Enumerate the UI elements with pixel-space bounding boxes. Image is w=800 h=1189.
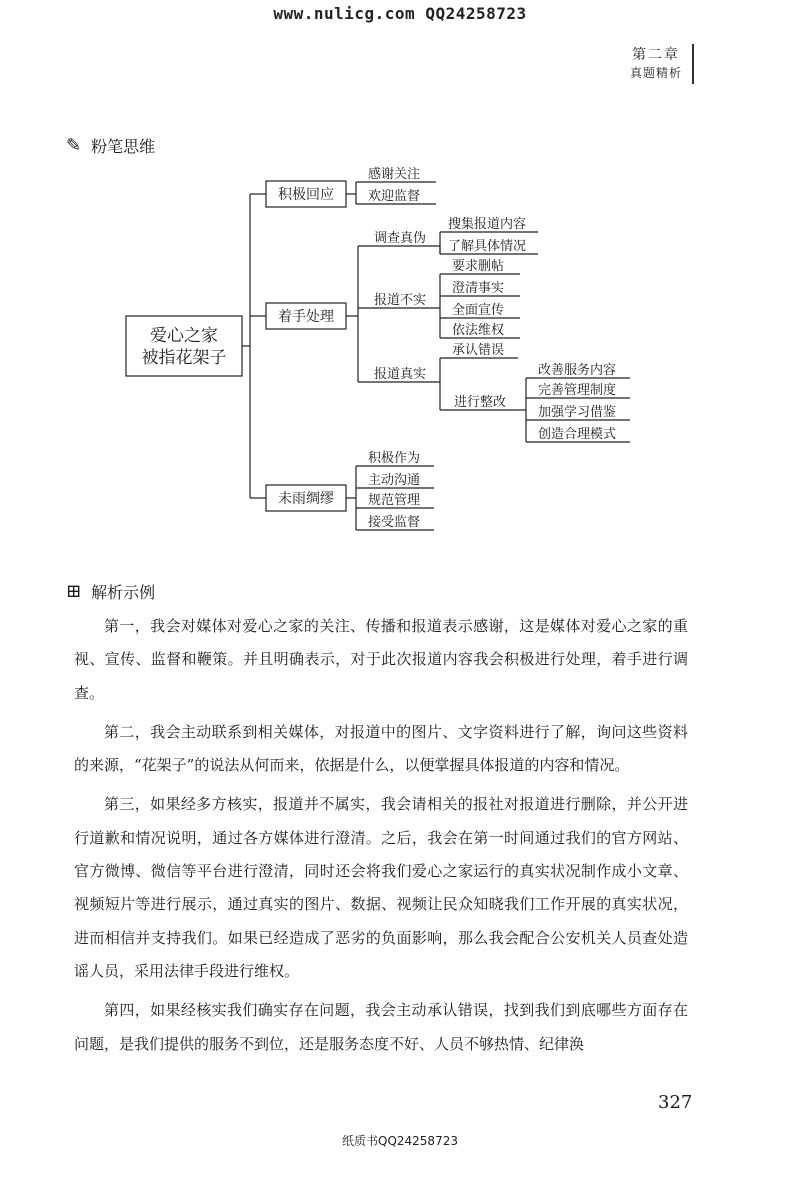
analysis-body xyxy=(74,610,688,1067)
grid-icon: ⊞ xyxy=(66,580,82,602)
leaf-label: 承认错误 xyxy=(452,343,505,358)
leaf-label: 全面宣传 xyxy=(452,303,505,318)
leaf-label: 感谢关注 xyxy=(368,167,421,182)
leaf-label: 完善管理制度 xyxy=(538,383,617,398)
leaf-label: 依法维权 xyxy=(452,323,505,338)
leaf-label: 澄清事实 xyxy=(452,281,505,296)
section-analysis xyxy=(66,580,155,603)
branch-label: 未雨绸缪 xyxy=(278,491,334,507)
paragraph: 第三，如果经多方核实，报道并不属实，我会请相关的报社对报道进行删除，并公开进行道歉和情况说明，通过各方媒体进行澄清。之后，我会在第一时间通过我们的官方网站、官方微博、微信等平台进行澄清，同时还会将我们爱心之家运行的真实状况制作成小文章、视频短片等进行展示，通过真实的图片、数据、视频让民众知晓我们工作开展的真实状况，进而相信并支持我们。如果已经造成了恶劣的负面影响，那么我会配合公安机关人员查处造谣人员，采用法律手段进行维权。 xyxy=(74,795,688,980)
sub-branch-label: 报道真实 xyxy=(374,367,427,382)
leaf-label: 创造合理模式 xyxy=(538,427,617,442)
paragraph: 第一，我会对媒体对爱心之家的关注、传播和报道表示感谢，这是媒体对爱心之家的重视、宣传、监督和鞭策。并且明确表示，对于此次报道内容我会积极进行处理，着手进行调查。 xyxy=(74,617,688,702)
leaf-label: 规范管理 xyxy=(368,493,421,508)
root-label-1: 爱心之家 xyxy=(150,326,218,346)
sub-branch-label: 调查真伪 xyxy=(374,231,427,246)
branch-label: 着手处理 xyxy=(278,309,334,325)
chapter-label: 第二章 xyxy=(632,47,680,63)
branch-label: 积极回应 xyxy=(278,187,334,203)
root-label-2: 被指花架子 xyxy=(141,348,227,368)
section-title-thinking: 粉笔思维 xyxy=(91,137,156,156)
leaf-label: 了解具体情况 xyxy=(448,239,527,254)
page-number: 327 xyxy=(658,1092,693,1113)
sub-branch-label: 报道不实 xyxy=(374,293,427,308)
paragraph: 第二，我会主动联系到相关媒体，对报道中的图片、文字资料进行了解，询问这些资料的来源，“花架子”的说法从何而来，依据是什么，以便掌握具体报道的内容和情况。 xyxy=(74,722,688,775)
bottom-watermark: 纸质书QQ24258723 xyxy=(342,1134,458,1148)
leaf-label: 欢迎监督 xyxy=(368,189,421,204)
chalk-icon: ✎ xyxy=(66,134,82,156)
leaf-label: 要求删帖 xyxy=(452,259,505,274)
sub-branch-label: 进行整改 xyxy=(454,395,507,410)
paragraph: 第四，如果经核实我们确实存在问题，我会主动承认错误，找到我们到底哪些方面存在问题，是我们提供的服务不到位，还是服务态度不好、人员不够热情、纪律涣 xyxy=(74,1001,688,1053)
leaf-label: 接受监督 xyxy=(368,515,421,530)
top-watermark: www.nulicg.com QQ24258723 xyxy=(273,4,527,23)
leaf-label: 改善服务内容 xyxy=(538,363,617,378)
chapter-subtitle: 真题精析 xyxy=(629,66,682,80)
leaf-label: 主动沟通 xyxy=(368,473,421,488)
leaf-label: 搜集报道内容 xyxy=(448,217,527,232)
leaf-label: 加强学习借鉴 xyxy=(538,405,617,420)
leaf-label: 积极作为 xyxy=(368,451,421,466)
section-title-analysis: 解析示例 xyxy=(91,583,156,602)
